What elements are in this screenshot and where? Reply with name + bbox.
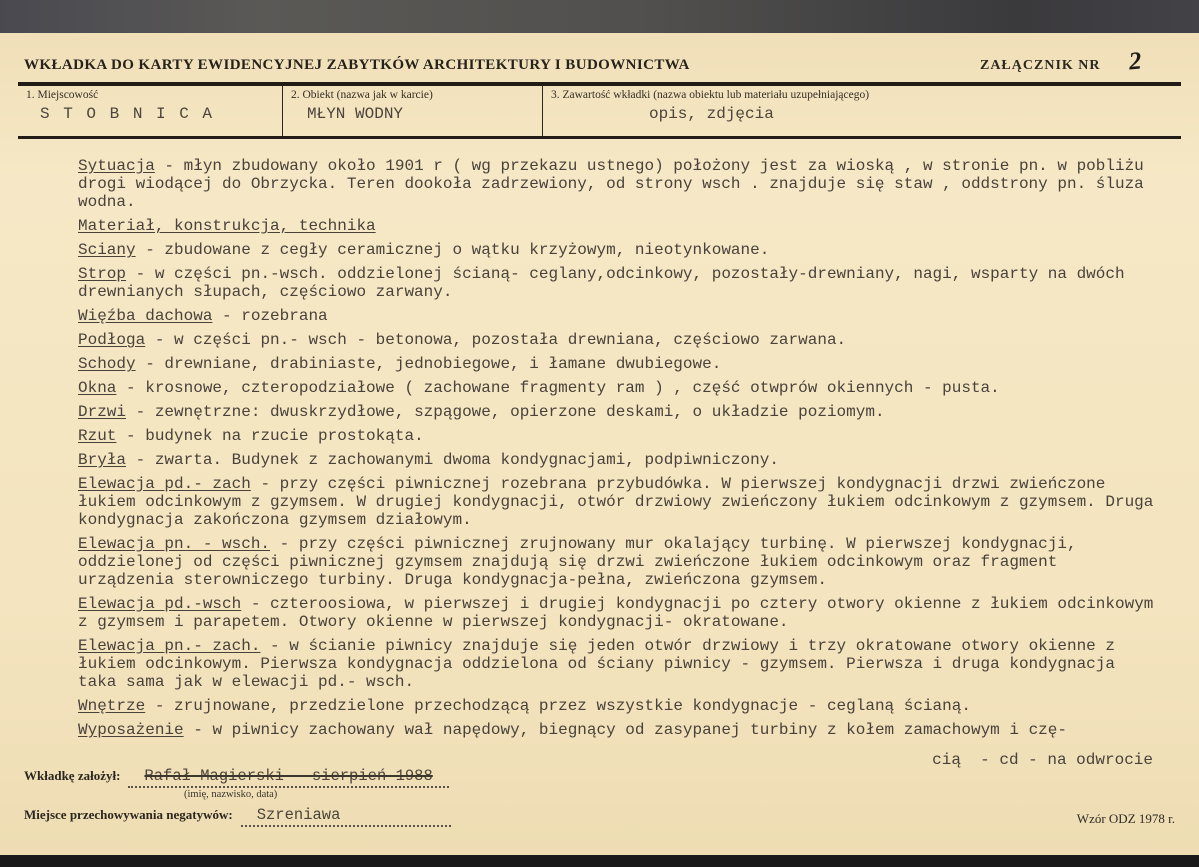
paragraph-podloga: [78, 331, 1155, 349]
paragraph-text: - w ścianie piwnicy znajduje się jeden otwór drzwiowy i trzy okratowane otwory okienne z łukiem odcinkowym. Pierwsza kondygnacja oddzielona od ściany piwnicy - gzymsem. Pierwsza i druga kondygnacja taka sama jak w elewacji pd.- wsch.: [78, 637, 1115, 691]
paragraph-text: - zwarta. Budynek z zachowanymi dwoma kondygnacjami, podpiwniczony.: [135, 451, 779, 469]
paragraph-wiezba: [78, 307, 1155, 325]
negatives-row: [24, 806, 1175, 827]
term: Rzut: [78, 427, 117, 445]
paragraph-text: - zewnętrzne: dwuskrzydłowe, szpągowe, opierzone deskami, o układzie poziomym.: [135, 403, 885, 421]
field-miejscowosc: [18, 86, 283, 136]
term: Elewacja pn.- zach.: [78, 637, 261, 655]
header: [18, 33, 1181, 80]
negatives-value: Szreniawa: [256, 806, 341, 824]
paragraph-elewacja-pn-wsch: [78, 535, 1155, 589]
negatives-label: Miejsce przechowywania negatywów:: [24, 807, 233, 822]
paragraph-okna: [78, 379, 1155, 397]
paragraph-wnetrze: [78, 697, 1155, 715]
attachment-number-handwritten: 2: [1127, 47, 1143, 76]
paragraph-text: - budynek na rzucie prostokąta.: [126, 427, 424, 445]
paragraph-text: - w części pn.- wsch - betonowa, pozostała drewniana, częściowo zarwana.: [154, 331, 847, 349]
attachment-label: ZAŁĄCZNIK NR: [979, 58, 1101, 73]
paragraph-wyposazenie: [78, 721, 1155, 739]
paragraph-material-heading: [78, 217, 1155, 235]
field-value: opis, zdjęcia: [649, 105, 774, 123]
paragraph-text: - zbudowane z cegły ceramicznej o wątku krzyżowym, nieotynkowane.: [145, 241, 770, 259]
paragraph-schody: [78, 355, 1155, 373]
paragraph-text: - drewniane, drabiniaste, jednobiegowe, i łamane dwubiegowe.: [145, 355, 722, 373]
paragraph-elewacja-pd-zach: [78, 475, 1155, 529]
term: Sciany: [78, 241, 136, 259]
paragraph-strop: [78, 265, 1155, 301]
paragraph-elewacja-pn-zach: [78, 637, 1155, 691]
paragraph-text: - młyn zbudowany około 1901 r ( wg przekazu ustnego) położony jest za wioską , w stronie pn. w pobliżu drogi wiodącej do Obrzycka. Teren dookoła zadrzewiony, od strony wsch . znajduje się staw , oddstrony pn. śluza wodna.: [78, 157, 1144, 211]
field-obiekt: [283, 86, 543, 136]
paragraph-rzut: [78, 427, 1155, 445]
term: Elewacja pd.-wsch: [78, 595, 242, 613]
attachment-number-block: [980, 48, 1141, 76]
continuation-note: cią - cd - na odwrocie: [932, 751, 1153, 769]
paragraph-text: - krosnowe, czteropodziałowe ( zachowane fragmenty ram ) , część otwprów okiennych - pusta.: [126, 379, 1000, 397]
field-zawartosc: [543, 86, 1181, 136]
term: Schody: [78, 355, 136, 373]
paragraph-drzwi: [78, 403, 1155, 421]
form-note: Wzór ODZ 1978 r.: [1076, 811, 1175, 826]
scan-edge-top: [0, 0, 1199, 33]
term: Drzwi: [78, 403, 127, 421]
field-value: S T O B N I C A: [40, 105, 215, 123]
paragraph-bryla: [78, 451, 1155, 469]
paragraph-text: - przy części piwnicznej zrujnowany mur okalający turbinę. W pierwszej kondygnacji, oddzielonej od części piwnicznej gzymsem znajdują się drzwi zwieńczone łukiem odcinkowym oraz fragment urządzenia sterowniczego turbiny. Druga kondygnacja-pełna, zwieńczona gzymsem.: [78, 535, 1077, 589]
paragraph-sciany: [78, 241, 1155, 259]
founder-name-struck: Rafał Magierski - sierpień 1988: [144, 767, 433, 785]
paragraph-text: - przy części piwnicznej rozebrana przybudówka. W pierwszej kondygnacji drzwi zwieńczone łukiem odcinkowym z gzymsem. W drugiej kondygnacji, otwór drzwiowy zwieńczony łukiem odcinkowym z gzymsem. Druga kondygnacja zakończona gzymsem działowym.: [78, 475, 1154, 529]
founder-signature-line: [128, 767, 448, 788]
paragraph-text: - czteroosiowa, w pierwszej i drugiej kondygnacji po cztery otwory okienne z łukiem odcinkowym z gzymsem i parapetem. Otwory okienne w pierwszej kondygnacji- okratowane.: [78, 595, 1154, 631]
page-title: WKŁADKA DO KARTY EWIDENCYJNEJ ZABYTKÓW ARCHITEKTURY I BUDOWNICTWA: [24, 57, 690, 73]
paragraph-elewacja-pd-wsch: [78, 595, 1155, 631]
founder-hint: (imię, nazwisko, data): [184, 789, 278, 800]
footer: [24, 767, 1175, 827]
field-label: 3. Zawartość wkładki (nazwa obiektu lub materiału uzupełniającego): [551, 89, 870, 101]
term: Wnętrze: [78, 697, 146, 715]
term: Wyposażenie: [78, 721, 184, 739]
term: Sytuacja: [78, 157, 155, 175]
fields-table: [18, 86, 1181, 139]
term: Strop: [78, 265, 127, 283]
paragraph-sytuacja: [78, 157, 1155, 211]
term: Bryła: [78, 451, 127, 469]
field-label: 1. Miejscowość: [26, 89, 99, 101]
scan-edge-bottom: [0, 855, 1199, 867]
term: Więźba dachowa: [78, 307, 213, 325]
term: Okna: [78, 379, 117, 397]
term: Materiał, konstrukcja, technika: [78, 217, 376, 235]
founder-row: [24, 767, 1175, 788]
paragraph-text: - zrujnowane, przedzielone przechodzącą przez wszystkie kondygnacje - ceglaną ścianą.: [154, 697, 971, 715]
field-label: 2. Obiekt (nazwa jak w karcie): [291, 89, 433, 101]
founder-label: Wkładkę założył:: [24, 768, 121, 783]
paragraph-text: - rozebrana: [222, 307, 328, 325]
term: Podłoga: [78, 331, 146, 349]
description-body: [78, 157, 1155, 739]
paragraph-text: - w piwnicy zachowany wał napędowy, biegnący od zasypanej turbiny z kołem zamachowym i czę-: [193, 721, 1067, 739]
field-value: MŁYN WODNY: [307, 105, 404, 123]
term: Elewacja pd.- zach: [78, 475, 251, 493]
paper: [0, 33, 1199, 855]
paragraph-text: - w części pn.-wsch. oddzielonej ścianą- ceglany,odcinkowy, pozostały-drewniany, nagi, wsparty na dwóch drewnianych słupach, częściowo zarwany.: [78, 265, 1125, 301]
negatives-line: [241, 806, 451, 827]
term: Elewacja pn. - wsch.: [78, 535, 271, 553]
